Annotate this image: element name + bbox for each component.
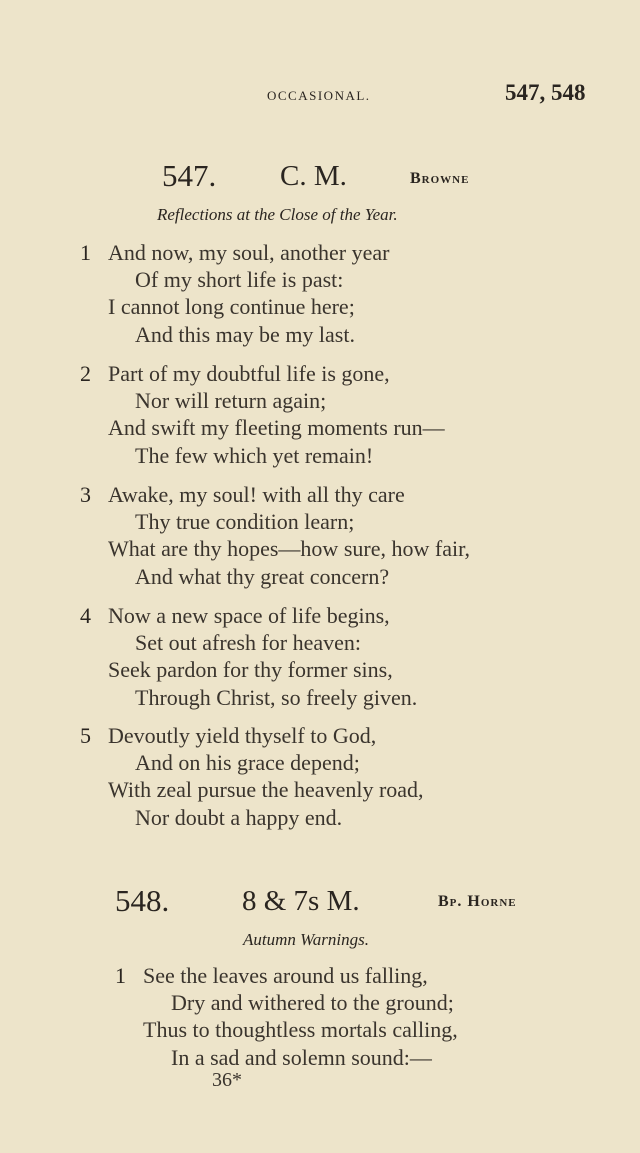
verse-line: I cannot long continue here;: [108, 294, 355, 320]
verse-line: With zeal pursue the heavenly road,: [108, 777, 424, 803]
verse-line: And swift my fleeting moments run—: [108, 415, 445, 441]
hymn-author: Bp. Horne: [438, 893, 517, 910]
verse-line: And what thy great concern?: [135, 563, 390, 589]
hymn-title: Reflections at the Close of the Year.: [157, 205, 398, 224]
verse-line: Seek pardon for thy former sins,: [108, 657, 393, 683]
verse-line: Of my short life is past:: [135, 267, 344, 293]
verse-number: 3: [80, 482, 91, 507]
verse-line: And this may be my last.: [135, 321, 355, 347]
verse-number: 1: [80, 240, 91, 265]
verse-line: And now, my soul, another year: [108, 240, 390, 265]
verse-line: Part of my doubtful life is gone,: [108, 361, 390, 386]
verse-line: Set out afresh for heaven:: [135, 630, 362, 656]
verse-line: Thy true condition learn;: [135, 509, 355, 535]
verse-line: Nor doubt a happy end.: [135, 804, 343, 830]
hymn-meter: 8 & 7s M.: [242, 885, 360, 917]
hymn-meter: C. M.: [280, 160, 347, 192]
verse-line: And on his grace depend;: [135, 750, 360, 776]
verse-line: Devoutly yield thyself to God,: [108, 723, 377, 748]
hymn-author: Browne: [410, 170, 470, 187]
verse-line: See the leaves around us falling,: [143, 963, 428, 988]
verse-line: In a sad and solemn sound:—: [171, 1044, 432, 1070]
verse-line: Now a new space of life begins,: [108, 603, 390, 628]
verse-line: Awake, my soul! with all thy care: [108, 482, 405, 507]
hymn-number: 548.: [115, 883, 170, 918]
verse-number: 5: [80, 723, 91, 748]
running-title: OCCASIONAL.: [267, 88, 371, 103]
hymn-number: 547.: [162, 158, 217, 193]
hymn-title: Autumn Warnings.: [243, 930, 369, 949]
verse-number: 1: [115, 963, 126, 988]
page-numbers: 547, 548: [505, 80, 586, 105]
verse-line: What are thy hopes—how sure, how fair,: [108, 536, 471, 562]
signature-mark: 36*: [212, 1069, 242, 1091]
verse-line: The few which yet remain!: [135, 442, 374, 468]
verse-line: Through Christ, so freely given.: [135, 684, 418, 710]
verse-number: 4: [80, 603, 91, 628]
verse-line: Thus to thoughtless mortals calling,: [143, 1017, 458, 1043]
verse-line: Dry and withered to the ground;: [171, 990, 454, 1016]
verse-number: 2: [80, 361, 91, 386]
verse-line: Nor will return again;: [135, 388, 327, 414]
